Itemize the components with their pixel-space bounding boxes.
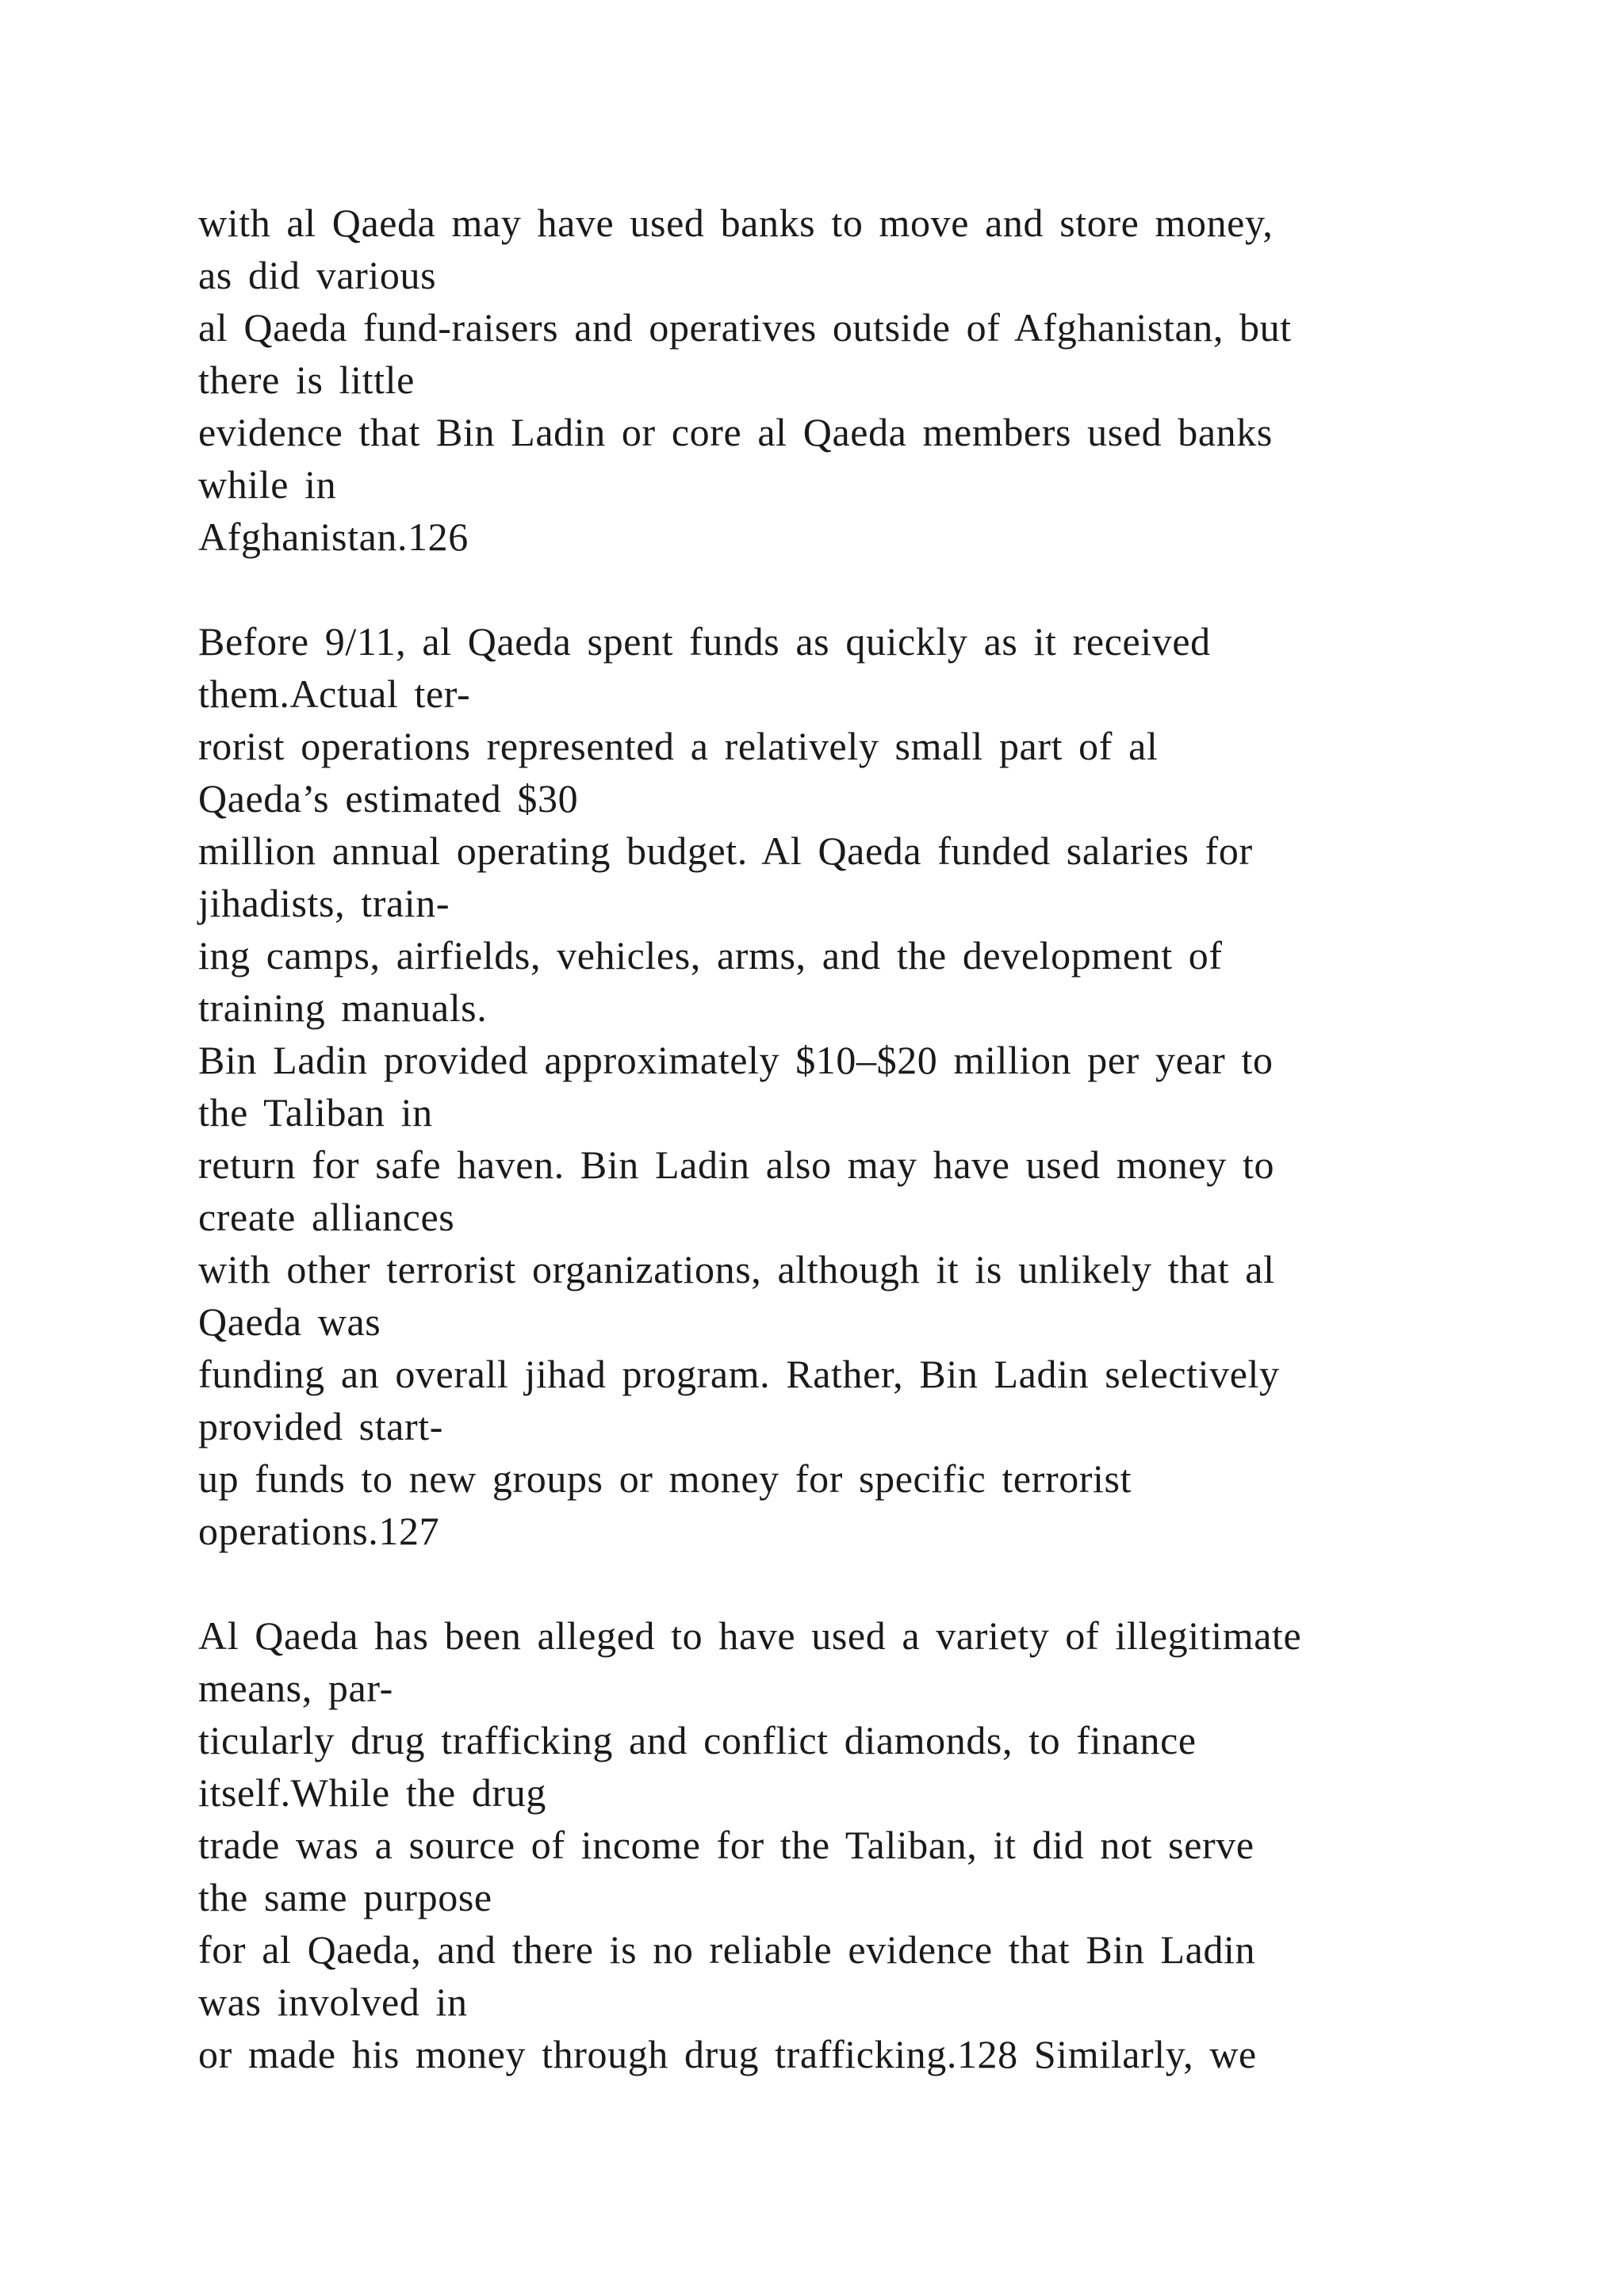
paragraph-break <box>198 1557 1546 1609</box>
text-line: with other terrorist organizations, although it is unlikely that al <box>198 1247 1275 1292</box>
text-line: Bin Ladin provided approximately $10–$20 million per year to <box>198 1038 1274 1082</box>
text-line: provided start- <box>198 1404 443 1448</box>
text-line: the same purpose <box>198 1875 492 1919</box>
paragraph-2 <box>198 615 1546 1557</box>
text-line: with al Qaeda may have used banks to move and store money, <box>198 201 1274 245</box>
text-line: Before 9/11, al Qaeda spent funds as quickly as it received <box>198 619 1211 664</box>
text-line: Qaeda’s estimated $30 <box>198 776 579 821</box>
text-line: them.Actual ter- <box>198 672 471 716</box>
paragraph-1 <box>198 197 1546 563</box>
text-line: jihadists, train- <box>198 881 450 925</box>
text-line: create alliances <box>198 1195 455 1239</box>
text-line: million annual operating budget. Al Qaeda funded salaries for <box>198 828 1253 873</box>
text-line: al Qaeda fund-raisers and operatives outside of Afghanistan, but <box>198 305 1292 350</box>
paragraph-3 <box>198 1609 1546 2080</box>
text-line: means, par- <box>198 1666 393 1710</box>
text-line: up funds to new groups or money for specific terrorist <box>198 1456 1132 1501</box>
text-line: ing camps, airfields, vehicles, arms, and the development of <box>198 933 1223 978</box>
text-line: while in <box>198 462 337 507</box>
text-line: or made his money through drug trafficking.128 Similarly, we <box>198 2032 1257 2076</box>
text-line: for al Qaeda, and there is no reliable evidence that Bin Ladin <box>198 1927 1256 1972</box>
paragraph-break <box>198 563 1546 615</box>
text-line: Al Qaeda has been alleged to have used a variety of illegitimate <box>198 1613 1302 1658</box>
text-line: evidence that Bin Ladin or core al Qaeda members used banks <box>198 410 1273 454</box>
document-text <box>198 197 1546 2080</box>
text-line: was involved in <box>198 1980 468 2024</box>
text-line: as did various <box>198 253 437 297</box>
text-line: Afghanistan.126 <box>198 515 469 559</box>
text-line: there is little <box>198 358 415 402</box>
text-line: Qaeda was <box>198 1299 381 1344</box>
text-line: funding an overall jihad program. Rather, Bin Ladin selectively <box>198 1352 1280 1396</box>
text-line: training manuals. <box>198 985 488 1030</box>
text-line: the Taliban in <box>198 1090 433 1135</box>
text-line: return for safe haven. Bin Ladin also may have used money to <box>198 1142 1275 1187</box>
text-line: ticularly drug trafficking and conflict diamonds, to finance <box>198 1718 1197 1762</box>
text-line: rorist operations represented a relatively small part of al <box>198 724 1159 768</box>
text-line: trade was a source of income for the Taliban, it did not serve <box>198 1823 1254 1867</box>
text-line: itself.While the drug <box>198 1770 546 1815</box>
text-line: operations.127 <box>198 1509 440 1553</box>
